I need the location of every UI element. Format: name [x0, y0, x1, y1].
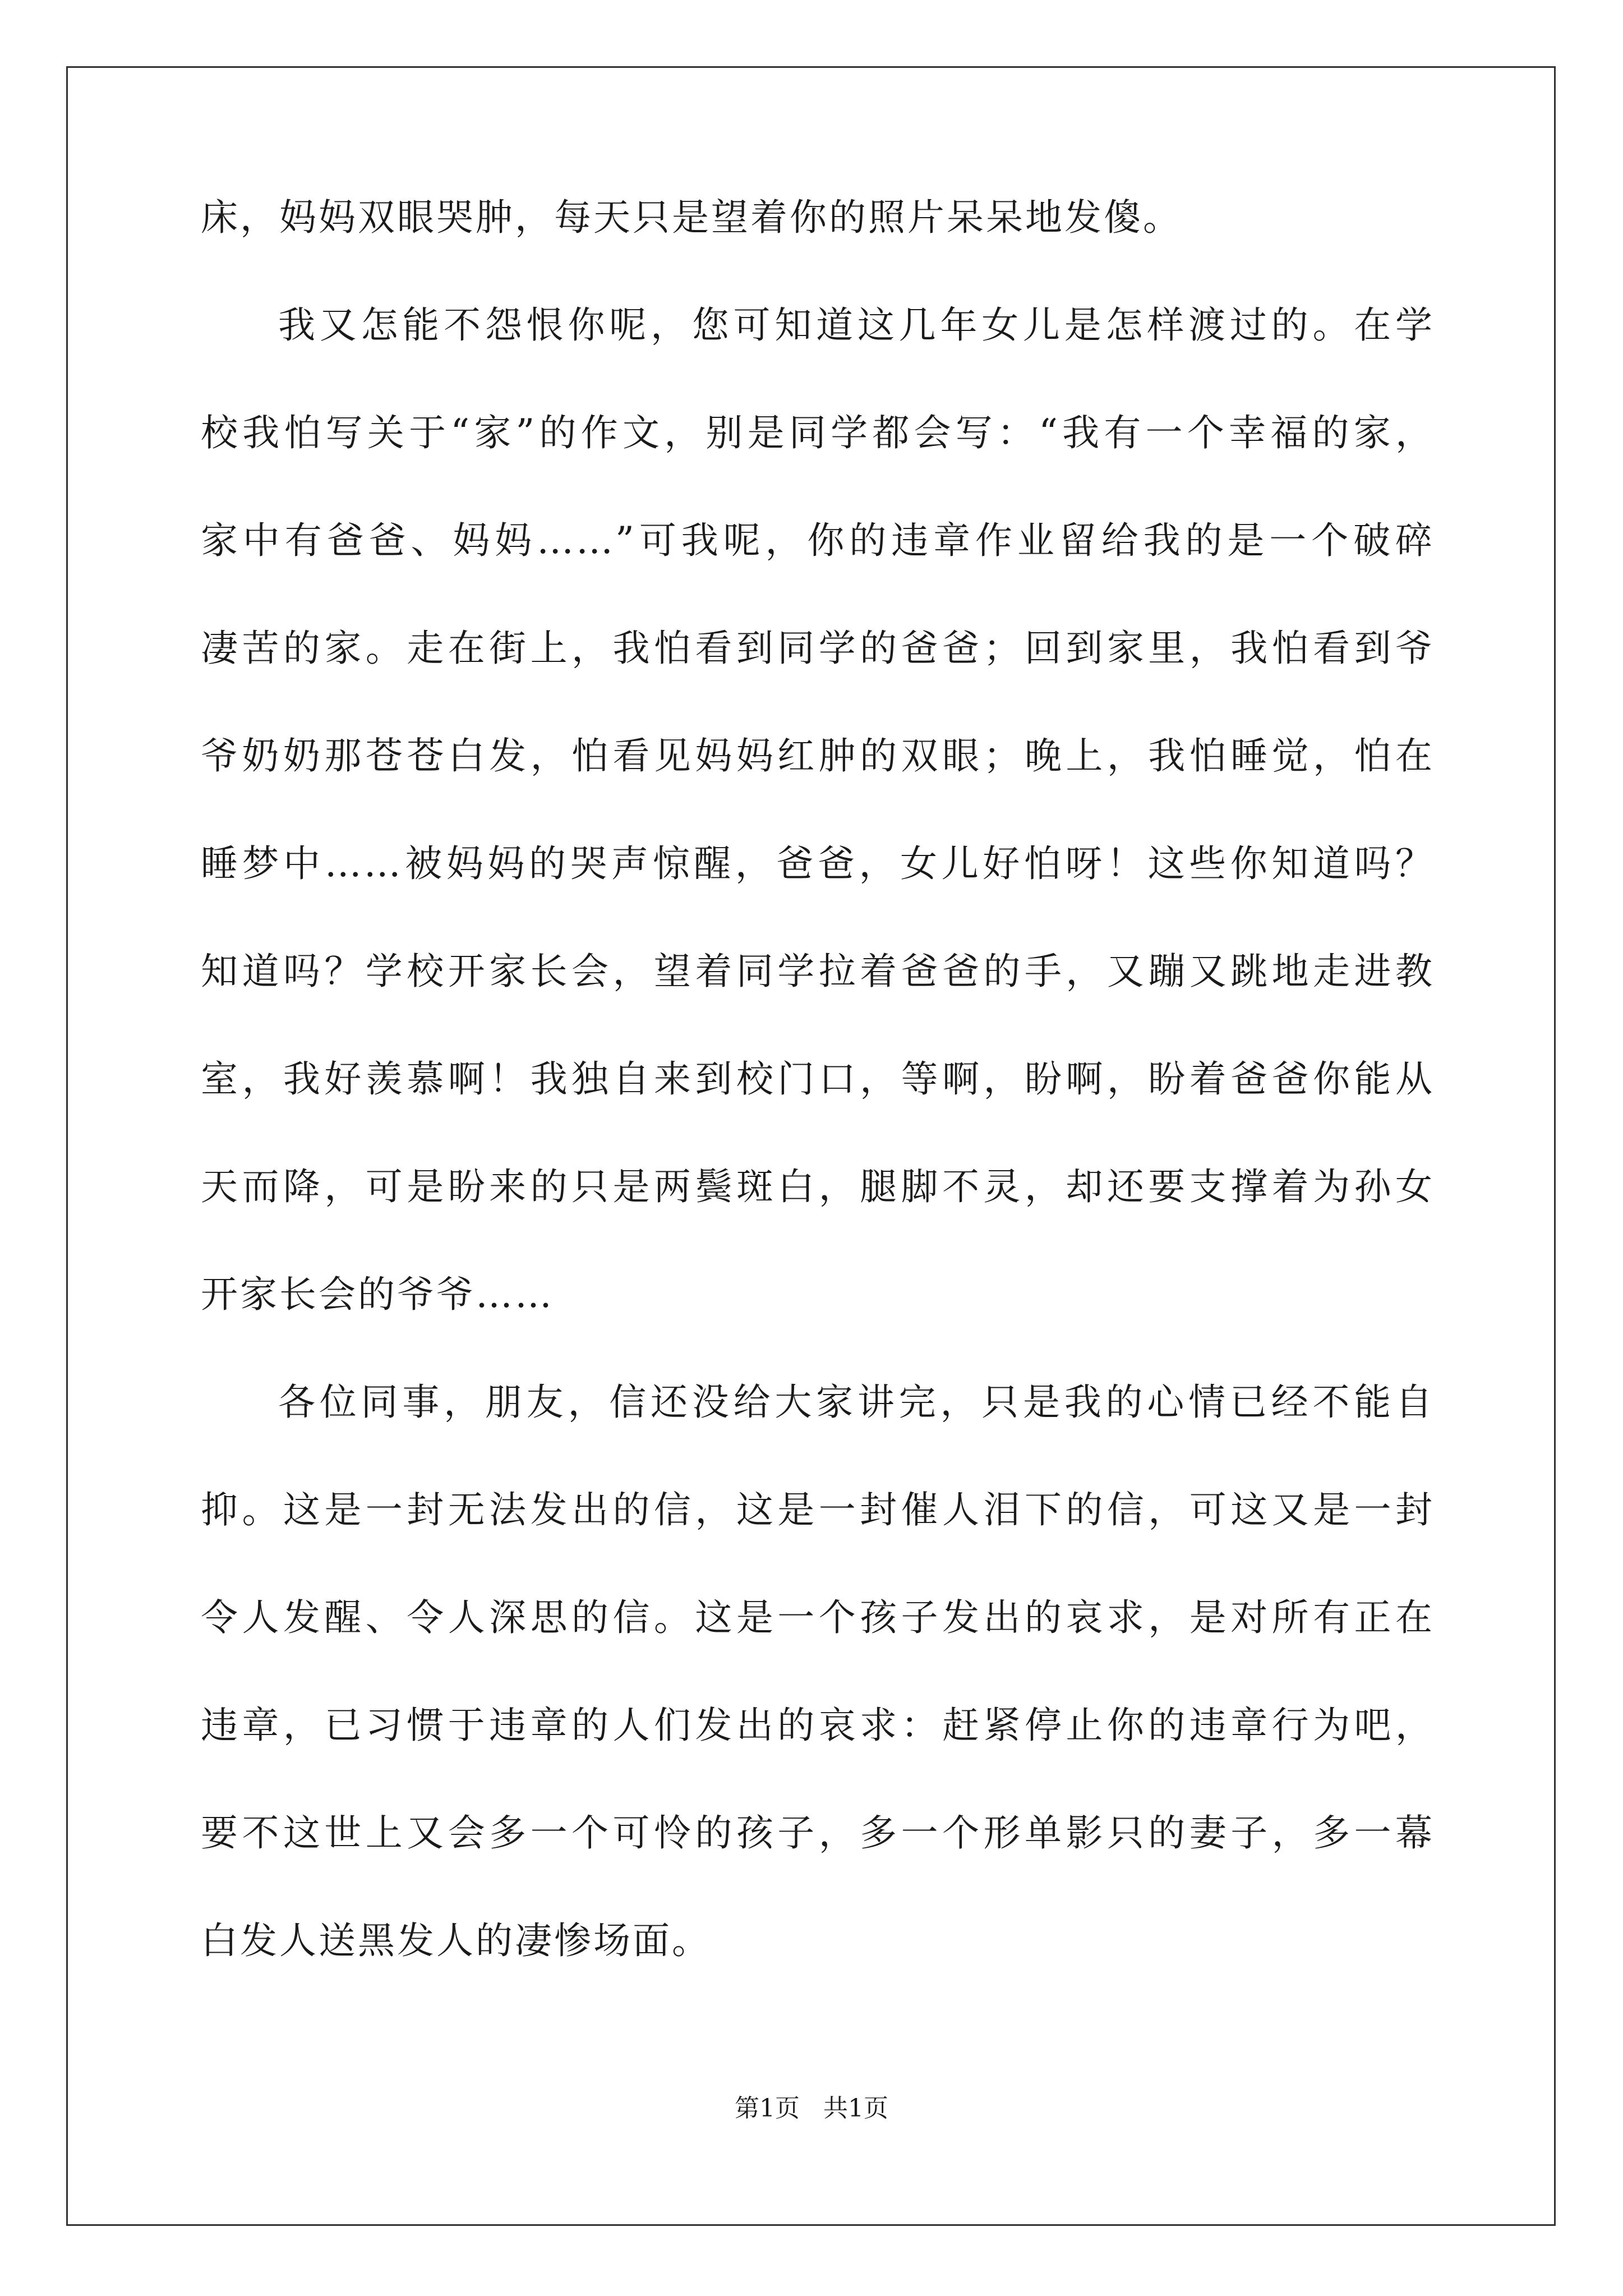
text-line: 床，妈妈双眼哭肿，每天只是望着你的照片呆呆地发傻。	[201, 196, 1182, 239]
text-line: 家中有爸爸、妈妈……”可我呢，你的违章作业留给我的是一个破碎	[201, 519, 1435, 562]
text-line: 爷奶奶那苍苍白发，怕看见妈妈红肿的双眼；晚上，我怕睡觉，怕在	[201, 734, 1435, 777]
text-line: 白发人送黑发人的凄惨场面。	[201, 1919, 711, 1962]
text-line: 凄苦的家。走在街上，我怕看到同学的爸爸；回到家里，我怕看到爷	[201, 627, 1435, 670]
text-line: 各位同事，朋友，信还没给大家讲完，只是我的心情已经不能自	[278, 1381, 1435, 1424]
text-line: 睡梦中……被妈妈的哭声惊醒，爸爸，女儿好怕呀！这些你知道吗？	[201, 842, 1435, 885]
page-footer: 第1页 共1页	[735, 2094, 888, 2123]
text-line: 令人发醒、令人深思的信。这是一个孩子发出的哀求，是对所有正在	[201, 1596, 1435, 1639]
text-line: 天而降，可是盼来的只是两鬓斑白，腿脚不灵，却还要支撑着为孙女	[201, 1165, 1435, 1208]
text-line: 知道吗？学校开家长会，望着同学拉着爸爸的手，又蹦又跳地走进教	[201, 950, 1435, 993]
text-line: 开家长会的爷爷……	[201, 1273, 554, 1316]
text-line: 校我怕写关于“家”的作文，别是同学都会写：“我有一个幸福的家，	[201, 411, 1435, 454]
document-body	[201, 196, 1435, 2030]
text-line: 我又怎能不怨恨你呢，您可知道这几年女儿是怎样渡过的。在学	[278, 303, 1435, 347]
text-line: 室，我好羡慕啊！我独自来到校门口，等啊，盼啊，盼着爸爸你能从	[201, 1057, 1435, 1101]
text-line: 要不这世上又会多一个可怜的孩子，多一个形单影只的妻子，多一幕	[201, 1811, 1435, 1855]
text-line: 违章，已习惯于违章的人们发出的哀求：赶紧停止你的违章行为吧，	[201, 1704, 1435, 1747]
text-line: 抑。这是一封无法发出的信，这是一封催人泪下的信，可这又是一封	[201, 1488, 1435, 1531]
